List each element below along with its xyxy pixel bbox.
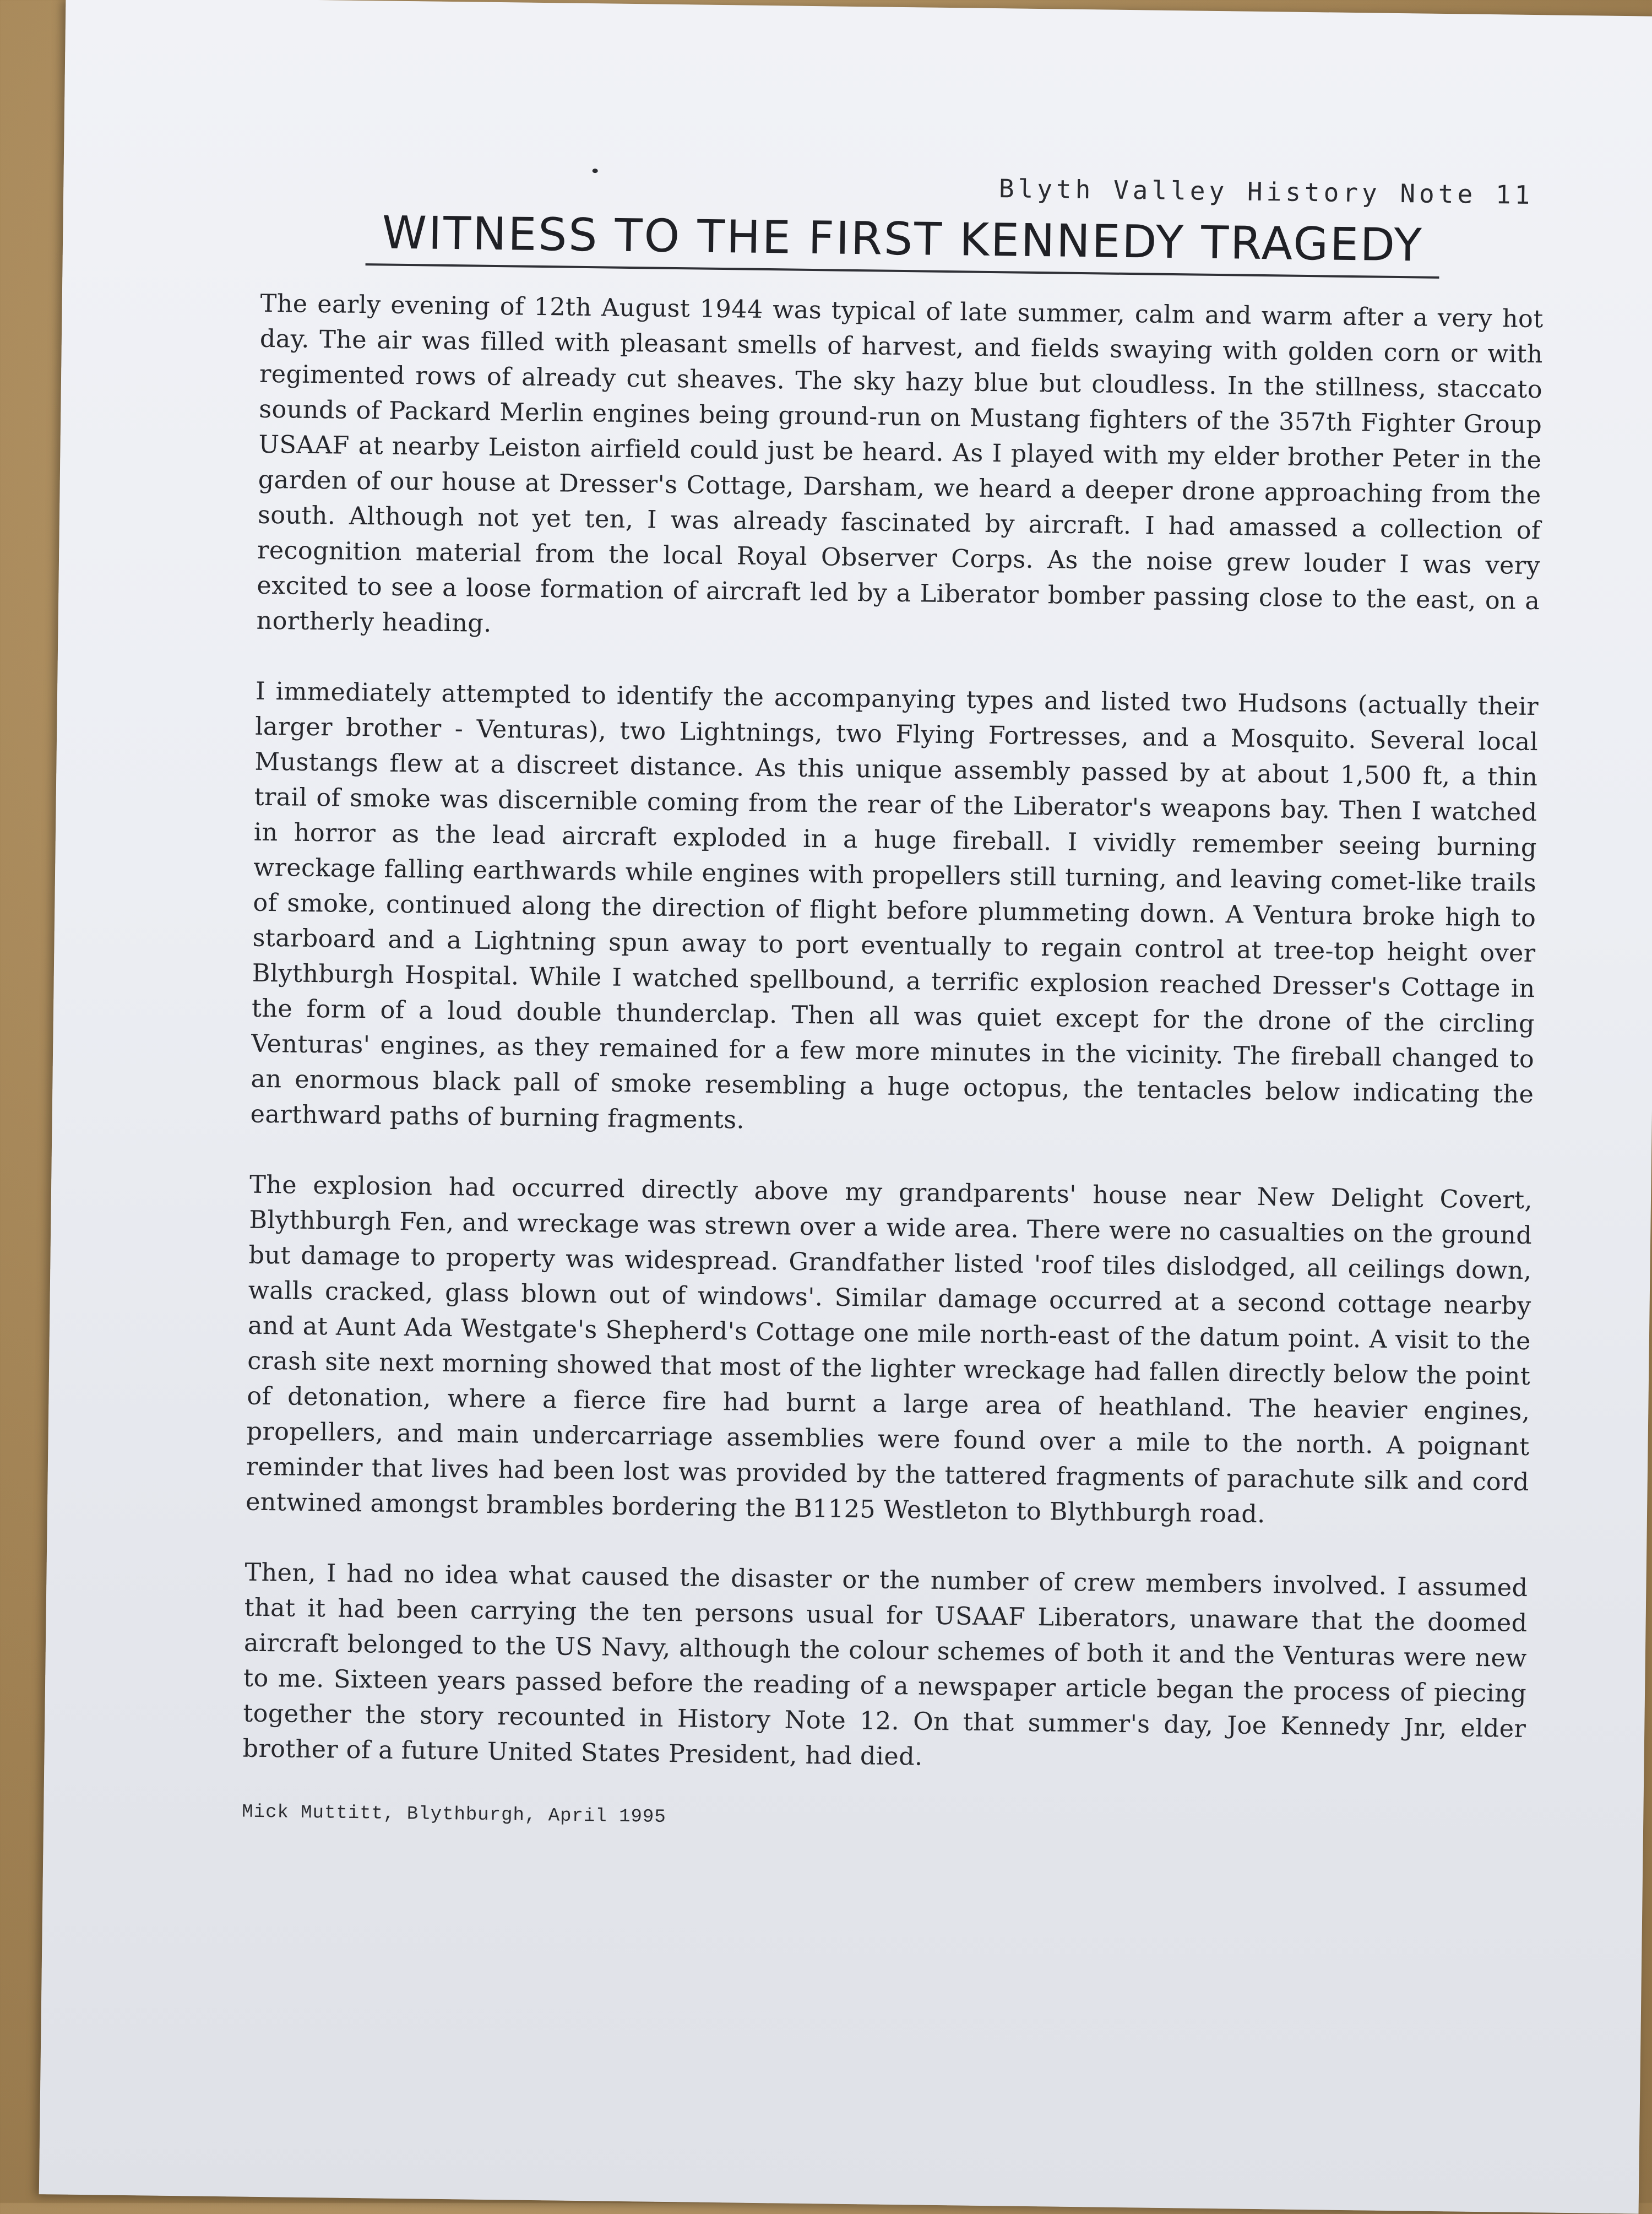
paragraph-1: The early evening of 12th August 1944 was typical of late summer, calm and warm after a very hot day. The air was filled with pleasant smells of harvest, and fields swaying with golden corn or with regimented rows of already cut sheaves. The sky hazy blue but cloudless. In the stillness, staccato sounds of Packard Merlin engines being ground-run on Mustang fighters of the 357th Fighter Group USAAF at nearby Leiston airfield could just be heard. As I played with my elder brother Peter in the garden of our house at Dresser's Cottage, Darsham, we heard a deeper drone approaching from the south. Although not yet ten, I was already fascinated by aircraft. I had amassed a collection of recognition material from the local Royal Observer Corps. As the noise grew louder I was very excited to see a loose formation of aircraft led by a Liberator bomber passing close to the east, on a northerly heading. <box>256 289 1544 638</box>
document-title: WITNESS TO THE FIRST KENNEDY TRAGEDY <box>366 207 1440 279</box>
paragraph-2: I immediately attempted to identify the accompanying types and listed two Hudsons (actually their larger brother - Venturas), two Lightnings, two Flying Fortresses, and a Mosquito. Several local Mustangs flew at a discreet distance. As this unique assembly passed by at about 1,500 ft, a thin trail of smoke was discernible coming from the rear of the Liberator's weapons bay. Then I watched in horror as the lead aircraft exploded in a huge fireball. I vividly remember seeing burning wreckage falling earthwards while engines with propellers still turning, and leaving comet-like trails of smoke, continued along the direction of flight before plummeting down. A Ventura broke high to starboard and a Lightning spun away to port eventually to regain control at tree-top height over Blythburgh Hospital. While I watched spellbound, a terrific explosion reached Dresser's Cottage in the form of a loud double thunderclap. Then all was quiet except for the drone of the circling Venturas' engines, as they remained for a few more minutes in the vicinity. The fireball changed to an enormous black pall of smoke resembling a huge octopus, the tentacles below indicating the earthward paths of burning fragments. <box>250 677 1539 1135</box>
document-content <box>242 165 1545 1838</box>
series-label: Blyth Valley History Note 11 <box>998 173 1534 210</box>
paragraph-4: Then, I had no idea what caused the disaster or the number of crew members involved. I assumed that it had been carrying the ten persons usual for USAAF Liberators, unaware that the doomed aircraft belonged to the US Navy, although the colour schemes of both it and the Venturas were new to me. Sixteen years passed before the reading of a newspaper article began the process of piecing together the story recounted in History Note 12. On that summer's day, Joe Kennedy Jnr, elder brother of a future United States President, had died. <box>242 1558 1528 1771</box>
paragraph-3: The explosion had occurred directly above my grandparents' house near New Delight Covert, Blythburgh Fen, and wreckage was strewn over a wide area. There were no casualties on the ground but damage to property was widespread. Grandfather listed 'roof tiles dislodged, all ceilings down, walls cracked, glass blown out of windows'. Similar damage occurred at a second cottage nearby and at Aunt Ada Westgate's Shepherd's Cottage one mile north-east of the datum point. A visit to the crash site next morning showed that most of the lighter wreckage had fallen directly below the point of detonation, where a fierce fire had burnt a large area of heathland. The heavier engines, propellers, and main undercarriage assemblies were found over a mile to the north. A poignant reminder that lives had been lost was provided by the tattered fragments of parachute silk and cord entwined amongst brambles bordering the B1125 Westleton to Blythburgh road. <box>245 1170 1533 1529</box>
author-signature: Mick Muttitt, Blythburgh, April 1995 <box>242 1801 666 1828</box>
document-sheet <box>39 0 1652 2214</box>
